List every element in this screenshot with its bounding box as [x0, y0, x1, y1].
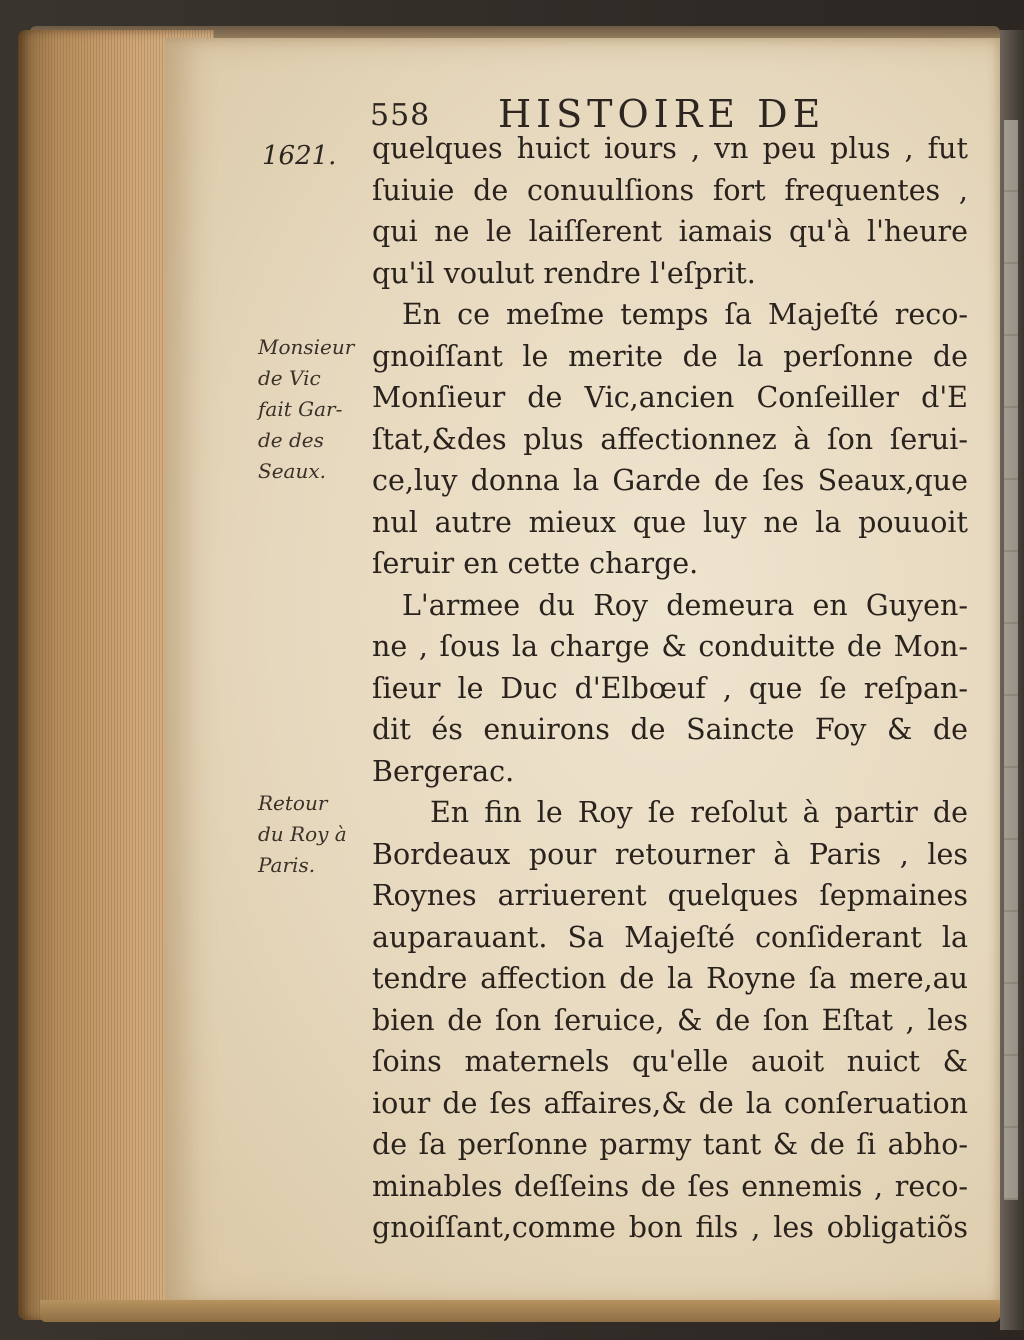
- text-line: ſtat,&des plus affectionnez à ſon ſerui-: [372, 422, 968, 456]
- running-title: HISTOIRE DE: [498, 92, 826, 136]
- text-line: ne , ſous la charge & conduitte de Mon-: [372, 630, 968, 663]
- text-line: quelques huict iours , vn peu plus , fut: [372, 132, 968, 165]
- marginal-note-line: de Vic: [258, 366, 321, 390]
- text-line: Bergerac.: [372, 754, 515, 788]
- page-number: 558: [370, 98, 431, 133]
- body-text: [372, 128, 968, 1249]
- text-line: ſieur le Duc d'Elbœuf , que ſe reſpan-: [372, 671, 968, 705]
- text-line: de ſa perſonne parmy tant & de ſi abho-: [372, 1128, 968, 1161]
- text-line: Monſieur de Vic,ancien Conſeiller d'E: [372, 381, 968, 414]
- marginal-note-line: Seaux.: [258, 459, 326, 483]
- text-line: iour de ſes affaires,& de la conſeruation: [372, 1086, 968, 1120]
- text-line: ſuiuie de conuulſions fort frequentes ,: [372, 173, 968, 207]
- marginal-note-line: Retour: [258, 791, 328, 815]
- text-line: nul autre mieux que luy ne la pouuoit: [372, 505, 968, 539]
- marginal-note-line: fait Gar-: [258, 397, 343, 421]
- text-line: L'armee du Roy demeura en Guyen-: [402, 588, 968, 622]
- text-line: qu'il voulut rendre l'eſprit.: [372, 256, 756, 290]
- text-line: gnoiſſant le merite de la perſonne de: [372, 339, 968, 373]
- text-line: auparauant. Sa Majeſté conſiderant la: [372, 920, 968, 954]
- text-line: ſoins maternels qu'elle auoit nuict &: [372, 1045, 968, 1078]
- year-margin-note: 1621.: [262, 141, 337, 171]
- text-line: minables deſſeins de ſes ennemis , reco-: [372, 1169, 968, 1203]
- text-line: bien de ſon ſeruice, & de ſon Eſtat , les: [372, 1003, 968, 1037]
- marginal-note-line: du Roy à: [258, 822, 347, 846]
- marginal-note-line: Paris.: [258, 853, 316, 877]
- measuring-ruler: [1004, 120, 1018, 1200]
- text-line: gnoiſſant,comme bon fils , les obligatiõs: [372, 1211, 968, 1244]
- text-line: ſeruir en cette charge.: [372, 547, 699, 580]
- text-line: Roynes arriuerent quelques ſepmaines: [372, 879, 968, 912]
- marginal-note-monsieur-de-vic: [258, 332, 354, 487]
- text-line: ce,luy donna la Garde de ſes Seaux,que: [372, 464, 968, 497]
- text-line: qui ne le laiſſerent iamais qu'à l'heure: [372, 215, 968, 248]
- text-line: Bordeaux pour retourner à Paris , les: [372, 837, 968, 871]
- marginal-note-line: de des: [258, 428, 324, 452]
- text-line: En fin le Roy ſe reſolut à partir de: [430, 796, 968, 829]
- text-line: tendre affection de la Royne ſa mere,au: [372, 962, 968, 995]
- text-line: dit és enuirons de Saincte Foy & de: [372, 713, 968, 746]
- book-bottom-edge: [40, 1300, 1000, 1322]
- text-line: En ce meſme temps ſa Majeſté reco-: [402, 298, 968, 331]
- marginal-note-retour-du-roy: [258, 788, 347, 881]
- marginal-note-line: Monsieur: [258, 335, 355, 359]
